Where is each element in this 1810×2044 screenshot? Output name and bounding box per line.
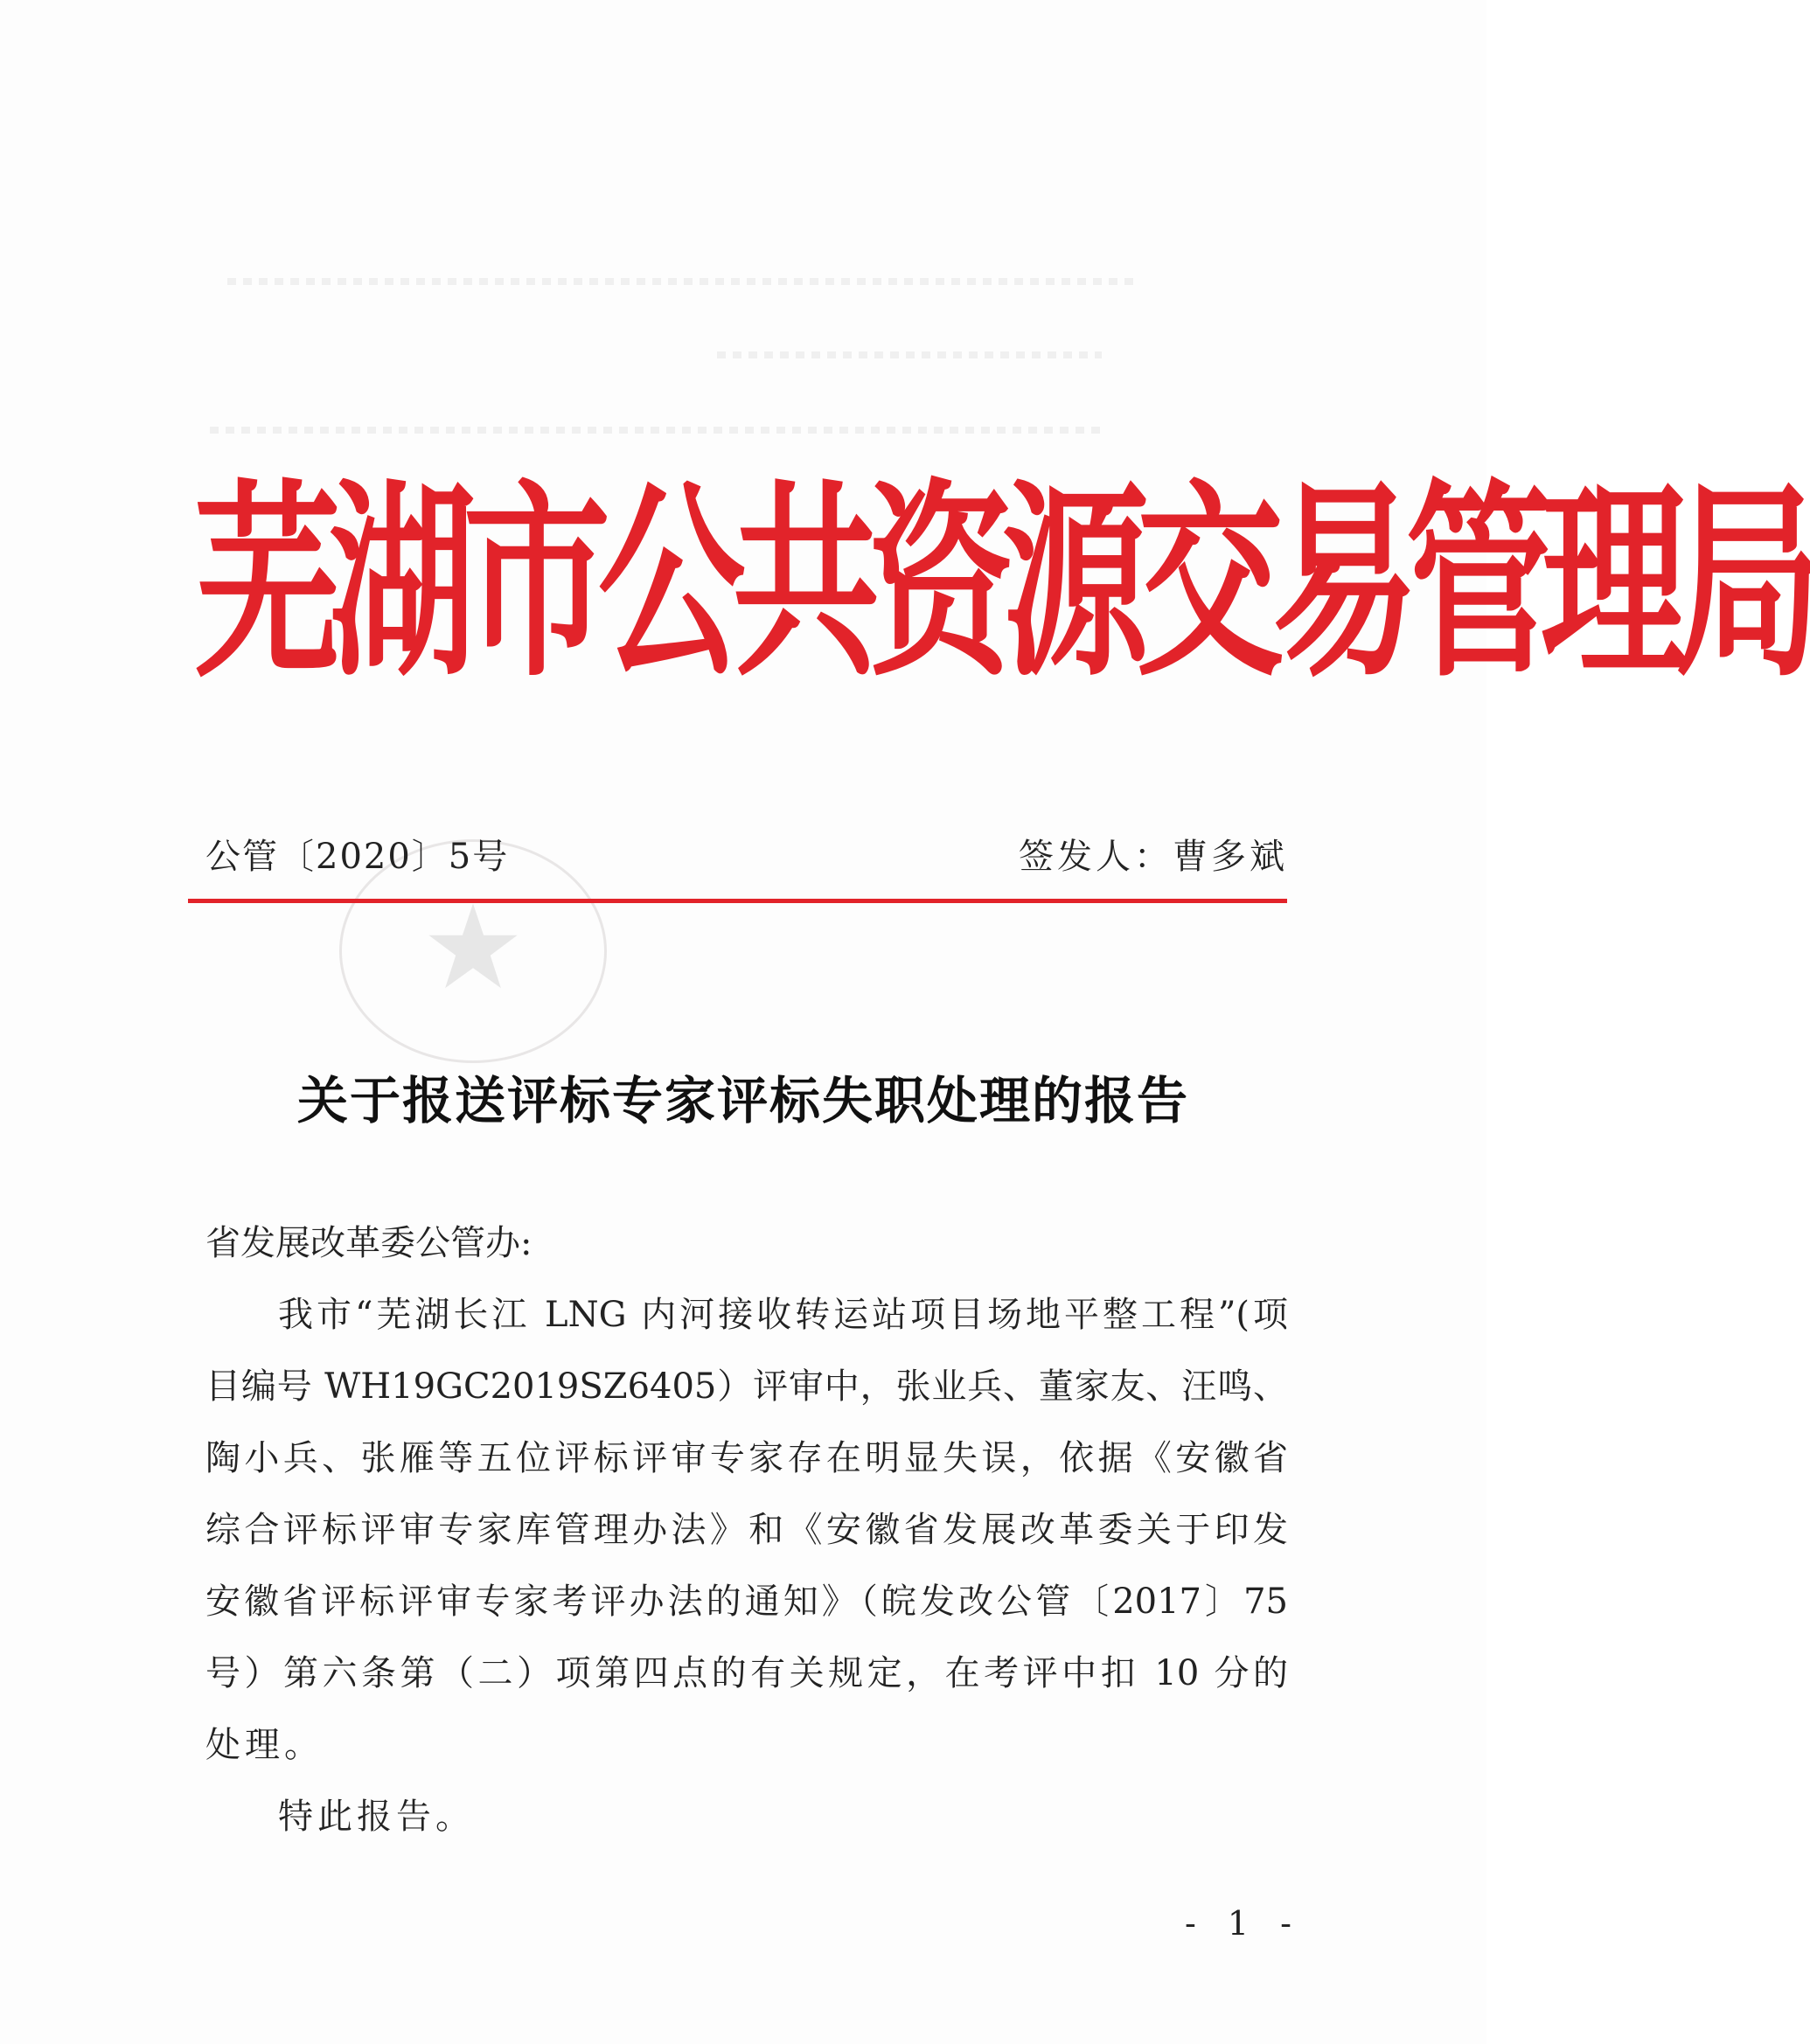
- show-through-marks: [717, 351, 1102, 358]
- document-number: 公管〔2020〕5号: [205, 837, 510, 877]
- seal-star-icon: [425, 899, 521, 995]
- paragraph-line: 号）第六条第（二）项第四点的有关规定，在考评中扣 10 分的: [205, 1653, 1288, 1693]
- red-separator-line: [188, 899, 1287, 903]
- signer: 签发人：曹多斌: [1019, 837, 1288, 877]
- document-meta-row: [205, 829, 1288, 881]
- paragraph-line: 安徽省评标评审专家考评办法的通知》（皖发改公管〔2017〕75: [205, 1582, 1288, 1622]
- issuer-header-title: 芜湖市公共资源交易管理局: [194, 462, 1810, 706]
- document-title: 关于报送评标专家评标失职处理的报告: [296, 1071, 1189, 1130]
- paragraph-line: 处理。: [205, 1725, 324, 1765]
- paragraph-line: 综合评标评审专家库管理办法》和《安徽省发展改革委关于印发: [205, 1510, 1288, 1550]
- show-through-marks: [227, 278, 1137, 285]
- paragraph-line: 目编号 WH19GC2019SZ6405）评审中，张业兵、董家友、汪鸣、: [205, 1366, 1288, 1407]
- show-through-marks: [210, 427, 1102, 434]
- paragraph-line: 陶小兵、张雁等五位评标评审专家存在明显失误，依据《安徽省: [205, 1438, 1288, 1478]
- addressee: 省发展改革委公管办:: [205, 1223, 533, 1263]
- paragraph-line: 我市“芜湖长江 LNG 内河接收转运站项目场地平整工程”(项: [278, 1295, 1288, 1335]
- closing-line: 特此报告。: [278, 1797, 475, 1837]
- page-number: - 1 -: [1185, 1904, 1303, 1943]
